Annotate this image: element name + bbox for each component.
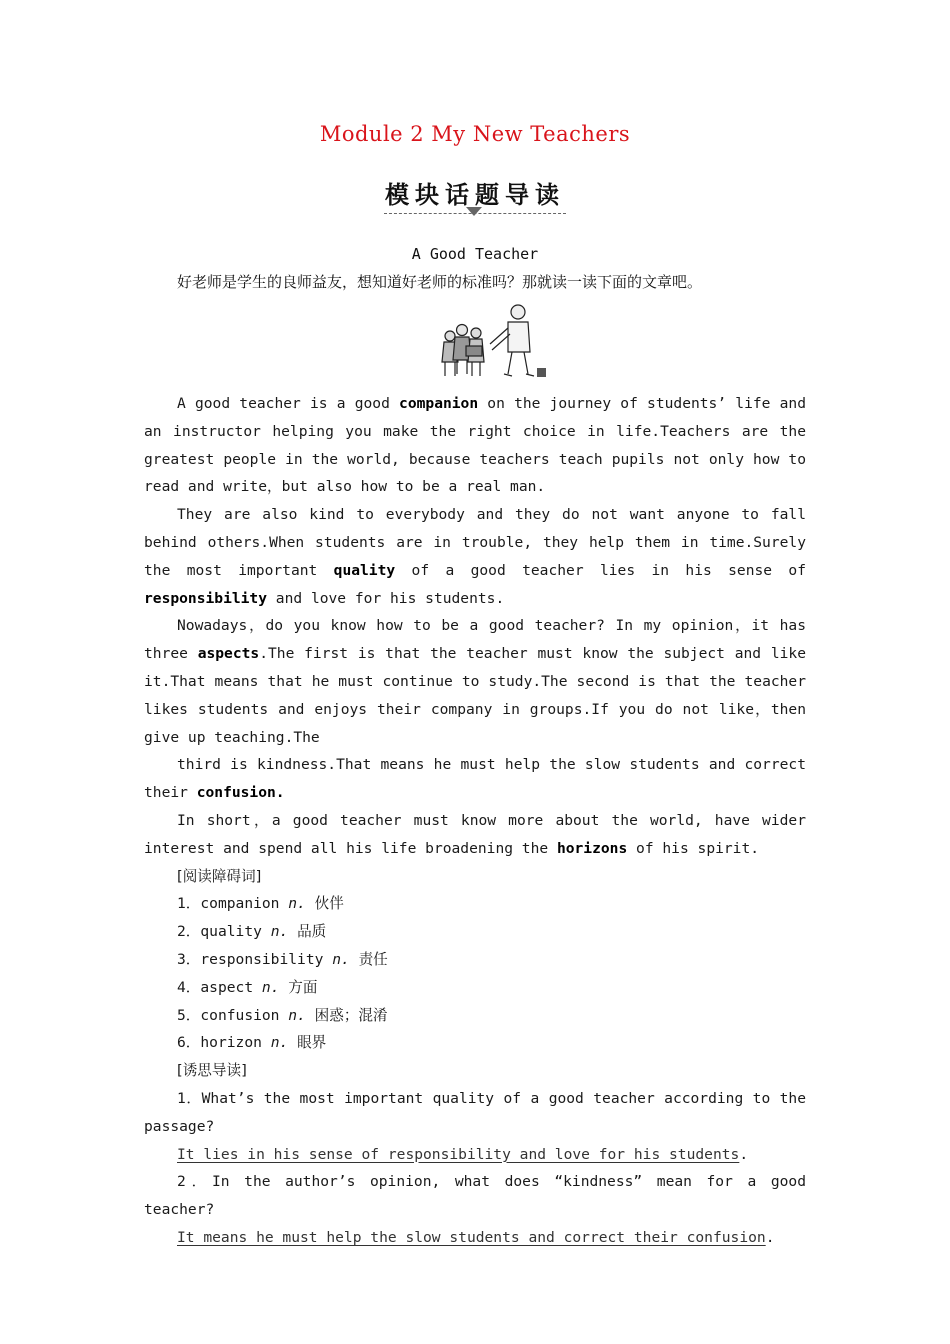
banner-triangle-icon xyxy=(466,207,482,216)
vocab-number: 1． xyxy=(177,895,201,913)
paragraph-text: .The first is that the teacher must know the subject and like it.That means that he must continue to study.The second is that the teacher likes students and enjoys their company in groups.If you do not like，then give up teaching.The xyxy=(144,645,806,746)
keyword-horizons: horizons xyxy=(556,839,628,857)
vocab-pos: n. xyxy=(261,978,280,996)
vocab-number: 3． xyxy=(177,950,201,968)
vocab-word: aspect xyxy=(200,978,254,996)
vocab-meaning: 品质 xyxy=(297,923,327,941)
module-title: Module 2 My New Teachers xyxy=(319,122,631,146)
vocab-number: 5． xyxy=(177,1006,201,1024)
vocab-meaning: 责任 xyxy=(358,950,388,968)
answer-period: . xyxy=(765,1228,775,1246)
intro-text: 好老师是学生的良师益友，想知道好老师的标准吗？那就读一读下面的文章吧。 xyxy=(177,273,703,291)
vocab-word: companion xyxy=(200,895,280,913)
answer-2 xyxy=(144,1224,806,1252)
vocab-header: [阅读障碍词] xyxy=(177,867,262,885)
answer-text: It lies in his sense of responsibility and love for his students xyxy=(177,1145,740,1163)
answer-period: . xyxy=(739,1145,749,1163)
vocab-meaning: 伙伴 xyxy=(314,895,344,913)
vocab-meaning: 眼界 xyxy=(297,1034,327,1052)
guide-header: [诱思导读] xyxy=(177,1062,247,1080)
keyword-confusion: confusion. xyxy=(196,784,285,802)
vocab-pos: n. xyxy=(288,1006,306,1024)
article-body xyxy=(144,390,806,1252)
paragraph-text: A good teacher is a good xyxy=(177,395,400,412)
question-1: 1．What’s the most important quality of a good teacher according to the passage? xyxy=(144,1089,806,1135)
vocab-word: responsibility xyxy=(200,950,324,968)
paragraph-text: third is kindness.That means he must help the slow students and correct their xyxy=(144,756,806,802)
vocab-meaning: 困惑；混淆 xyxy=(314,1006,388,1024)
vocab-word: horizon xyxy=(200,1034,262,1052)
vocab-word: quality xyxy=(200,923,262,941)
vocab-list xyxy=(144,890,806,1057)
vocab-number: 2． xyxy=(177,923,201,941)
paragraph-text: and love for his students. xyxy=(267,589,505,607)
paragraph-1 xyxy=(144,390,806,501)
article-title: A Good Teacher xyxy=(411,245,539,263)
answer-text: It means he must help the slow students and correct their confusion xyxy=(177,1228,766,1246)
vocab-item xyxy=(144,890,806,918)
vocab-item xyxy=(144,918,806,946)
vocab-number: 6． xyxy=(177,1034,201,1052)
vocab-pos: n. xyxy=(288,895,306,913)
keyword-companion: companion xyxy=(399,395,479,412)
vocab-pos: n. xyxy=(332,950,350,968)
question-2: 2．In the author’s opinion, what does “kindness” mean for a good teacher? xyxy=(144,1173,806,1219)
paragraph-text: of a good teacher lies in his sense of xyxy=(395,561,806,579)
keyword-responsibility: responsibility xyxy=(144,589,268,607)
paragraph-text: of his spirit. xyxy=(627,839,760,857)
paragraph-4 xyxy=(144,751,806,807)
vocab-number: 4． xyxy=(177,978,201,996)
paragraph-3 xyxy=(144,612,806,751)
vocab-item xyxy=(144,946,806,974)
vocab-pos: n. xyxy=(270,923,289,941)
vocab-pos: n. xyxy=(270,1034,289,1052)
paragraph-text: In short，a good teacher must know more about the world, have wider interest and spend all his life broadening the xyxy=(144,811,806,857)
paragraph-2 xyxy=(144,501,806,612)
vocab-meaning: 方面 xyxy=(288,978,318,996)
answer-1 xyxy=(144,1141,806,1169)
paragraph-5 xyxy=(144,807,806,863)
paragraph-text: Nowadays，do you know how to be a good teacher? In my opinion，it has three xyxy=(144,617,806,663)
paragraph-text: They are also kind to everybody and they do not want anyone to fall behind others.When students are in trouble, they help them in time.Surely the most important xyxy=(144,506,806,579)
keyword-aspects: aspects xyxy=(197,645,260,663)
vocab-item xyxy=(144,1029,806,1057)
paragraph-text: on the journey of students’ life and an instructor helping you make the right choice in life.Teachers are the greatest people in the world, because teachers teach pupils not only how to read and write，but also how to be a real man. xyxy=(144,395,806,496)
teacher-students-illustration xyxy=(436,300,548,382)
vocab-item xyxy=(144,1002,806,1030)
section-banner: 模块话题导读 xyxy=(384,175,566,214)
vocab-item xyxy=(144,974,806,1002)
keyword-quality: quality xyxy=(333,561,396,579)
vocab-word: confusion xyxy=(200,1006,280,1024)
